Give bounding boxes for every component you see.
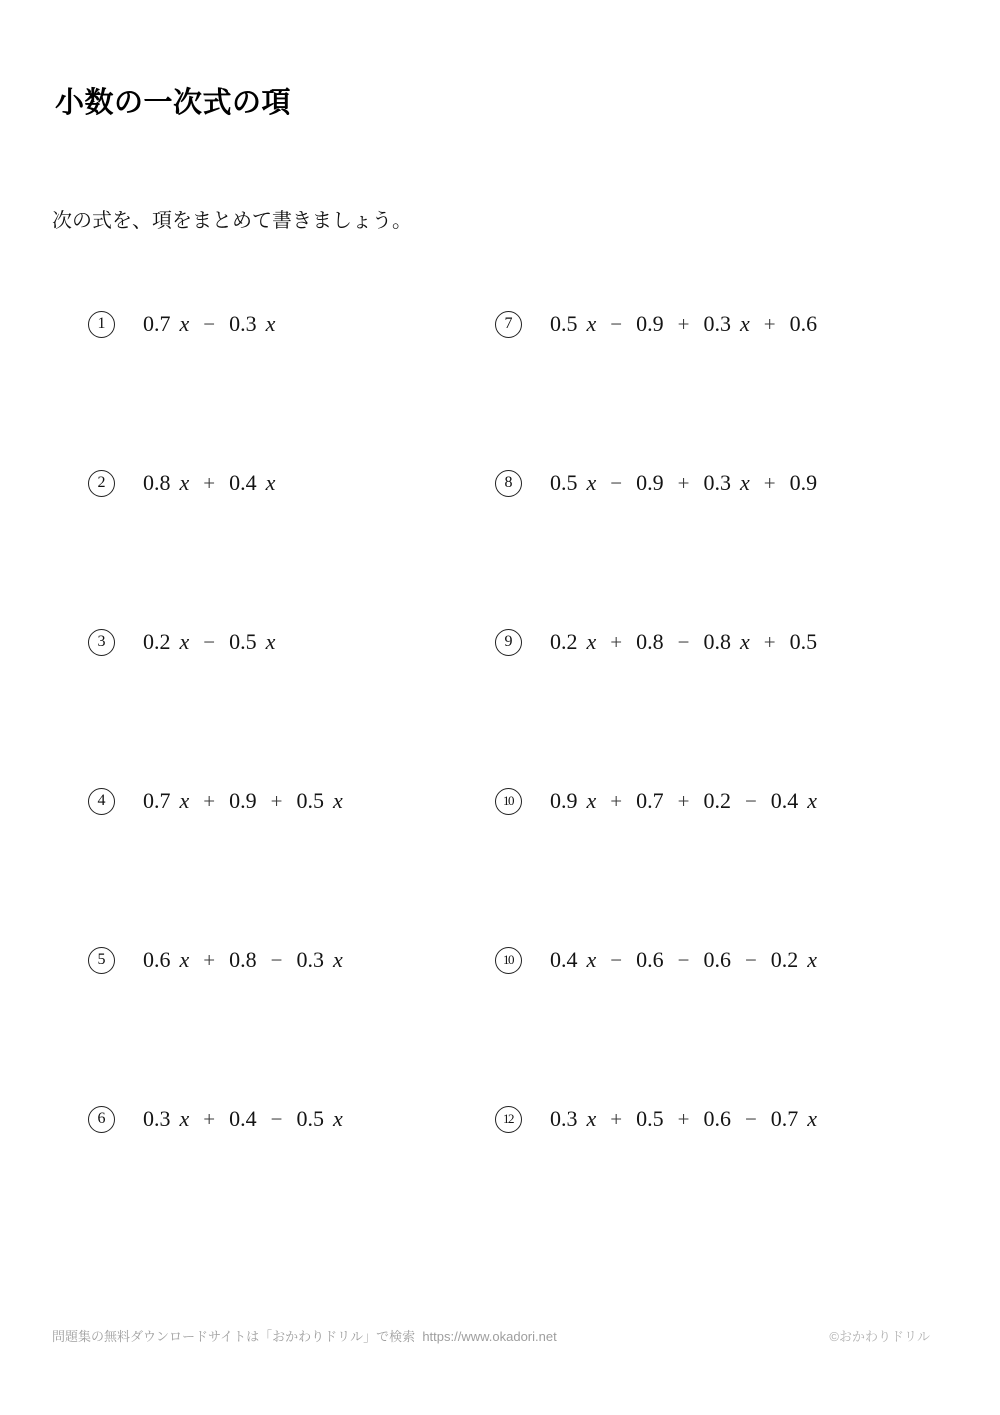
coefficient: 0.6 [636, 947, 664, 972]
variable: x [739, 311, 750, 336]
variable: x [807, 1106, 818, 1131]
variable: x [179, 470, 190, 495]
expression [550, 629, 817, 655]
variable: x [179, 947, 190, 972]
operator: + [610, 1107, 623, 1131]
operator: − [744, 948, 757, 972]
instruction-text: 次の式を、項をまとめて書きましょう。 [52, 210, 412, 232]
variable: x [586, 470, 597, 495]
operator: − [744, 789, 757, 813]
coefficient: 0.5 [296, 1106, 324, 1131]
operator: − [203, 630, 216, 654]
operator: − [203, 312, 216, 336]
problem-row [88, 942, 495, 978]
problem-row [495, 465, 935, 501]
problem-number-badge: 10 [495, 947, 522, 974]
coefficient: 0.2 [703, 788, 731, 813]
variable: x [586, 629, 597, 654]
problem-row [495, 1101, 935, 1137]
coefficient: 0.3 [229, 311, 257, 336]
variable: x [265, 470, 276, 495]
coefficient: 0.7 [636, 788, 664, 813]
expression [143, 470, 275, 496]
variable: x [586, 1106, 597, 1131]
coefficient: 0.2 [550, 629, 578, 654]
variable: x [807, 947, 818, 972]
problem-row [88, 306, 495, 342]
expression [143, 629, 275, 655]
footer-site-info: 問題集の無料ダウンロードサイトは「おかわりドリル」で検索 https://www.okadori.net [52, 1329, 557, 1344]
operator: + [203, 948, 216, 972]
coefficient: 0.6 [703, 1106, 731, 1131]
page-title: 小数の一次式の項 [55, 87, 292, 119]
variable: x [179, 1106, 190, 1131]
coefficient: 0.5 [550, 470, 578, 495]
coefficient: 0.4 [229, 1106, 257, 1131]
problem-row [495, 306, 935, 342]
coefficient: 0.9 [636, 311, 664, 336]
problem-row [88, 783, 495, 819]
coefficient: 0.3 [703, 311, 731, 336]
operator: + [270, 789, 283, 813]
variable: x [179, 629, 190, 654]
coefficient: 0.7 [770, 1106, 799, 1131]
coefficient: 0.4 [550, 947, 578, 972]
operator: − [610, 471, 623, 495]
problem-row [88, 465, 495, 501]
operator: + [763, 471, 776, 495]
problem-number-badge: 10 [495, 788, 522, 815]
problem-row [495, 783, 935, 819]
coefficient: 0.9 [229, 788, 257, 813]
variable: x [739, 629, 750, 654]
operator: + [610, 630, 623, 654]
expression [550, 947, 817, 973]
operator: + [677, 1107, 690, 1131]
problem-row [88, 1101, 495, 1137]
variable: x [807, 788, 818, 813]
operator: + [203, 471, 216, 495]
operator: − [610, 948, 623, 972]
variable: x [739, 470, 750, 495]
coefficient: 0.5 [550, 311, 578, 336]
coefficient: 0.5 [789, 629, 818, 654]
variable: x [332, 788, 343, 813]
coefficient: 0.5 [636, 1106, 664, 1131]
operator: + [677, 789, 690, 813]
operator: − [270, 948, 283, 972]
expression [143, 947, 343, 973]
coefficient: 0.6 [789, 311, 818, 336]
operator: − [677, 948, 690, 972]
coefficient: 0.9 [550, 788, 578, 813]
coefficient: 0.3 [550, 1106, 578, 1131]
operator: + [203, 1107, 216, 1131]
variable: x [586, 947, 597, 972]
coefficient: 0.3 [296, 947, 324, 972]
coefficient: 0.8 [229, 947, 257, 972]
coefficient: 0.8 [143, 470, 171, 495]
coefficient: 0.6 [703, 947, 731, 972]
problem-row [88, 624, 495, 660]
coefficient: 0.8 [703, 629, 731, 654]
operator: − [677, 630, 690, 654]
problem-number-badge: 4 [88, 788, 115, 815]
problem-number-badge: 12 [495, 1106, 522, 1133]
coefficient: 0.2 [770, 947, 799, 972]
problems-grid [88, 306, 935, 1260]
variable: x [586, 311, 597, 336]
expression [550, 1106, 817, 1132]
coefficient: 0.6 [143, 947, 171, 972]
operator: + [677, 312, 690, 336]
problem-number-badge: 1 [88, 311, 115, 338]
operator: − [270, 1107, 283, 1131]
operator: + [763, 312, 776, 336]
coefficient: 0.3 [703, 470, 731, 495]
coefficient: 0.5 [296, 788, 324, 813]
coefficient: 0.4 [770, 788, 799, 813]
variable: x [332, 947, 343, 972]
variable: x [179, 311, 190, 336]
expression [143, 311, 275, 337]
variable: x [265, 629, 276, 654]
coefficient: 0.9 [789, 470, 818, 495]
operator: + [610, 789, 623, 813]
coefficient: 0.5 [229, 629, 257, 654]
problem-number-badge: 7 [495, 311, 522, 338]
operator: + [203, 789, 216, 813]
expression [143, 1106, 343, 1132]
coefficient: 0.7 [143, 788, 171, 813]
problem-number-badge: 6 [88, 1106, 115, 1133]
coefficient: 0.7 [143, 311, 171, 336]
problem-number-badge: 5 [88, 947, 115, 974]
page-footer [52, 1326, 930, 1345]
operator: + [763, 630, 776, 654]
problem-number-badge: 9 [495, 629, 522, 656]
expression [550, 788, 817, 814]
coefficient: 0.2 [143, 629, 171, 654]
problem-row [495, 624, 935, 660]
operator: − [744, 1107, 757, 1131]
problem-row [495, 942, 935, 978]
variable: x [179, 788, 190, 813]
expression [143, 788, 343, 814]
problem-number-badge: 2 [88, 470, 115, 497]
operator: − [610, 312, 623, 336]
coefficient: 0.4 [229, 470, 257, 495]
coefficient: 0.9 [636, 470, 664, 495]
variable: x [265, 311, 276, 336]
variable: x [332, 1106, 343, 1131]
problem-number-badge: 8 [495, 470, 522, 497]
coefficient: 0.3 [143, 1106, 171, 1131]
footer-copyright: ©おかわりドリル [829, 1329, 930, 1344]
expression [550, 470, 817, 496]
operator: + [677, 471, 690, 495]
coefficient: 0.8 [636, 629, 664, 654]
variable: x [586, 788, 597, 813]
problem-number-badge: 3 [88, 629, 115, 656]
expression [550, 311, 817, 337]
